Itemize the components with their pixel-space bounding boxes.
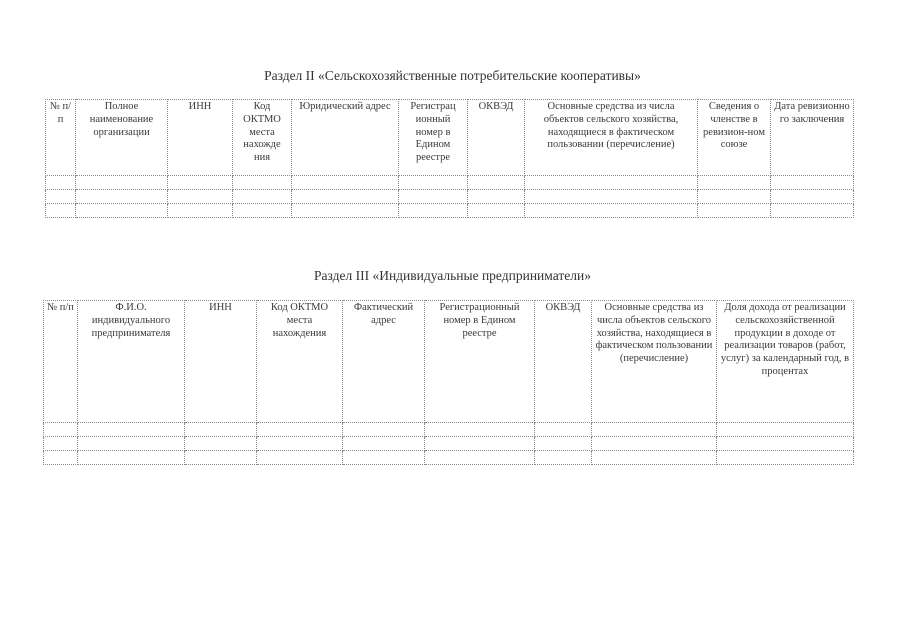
empty-cell <box>425 437 535 451</box>
empty-cell <box>717 423 854 437</box>
column-header-inn: ИНН <box>185 301 257 423</box>
empty-cell <box>698 204 771 218</box>
table-row <box>46 190 854 204</box>
empty-cell <box>343 437 425 451</box>
entrepreneurs-table <box>43 300 854 465</box>
column-header-audit-union: Сведения о членстве в ревизион-ном союзе <box>698 100 771 176</box>
empty-cell <box>46 204 76 218</box>
table-row <box>44 451 854 465</box>
empty-cell <box>717 451 854 465</box>
empty-cell <box>44 451 78 465</box>
column-header-inn: ИНН <box>168 100 233 176</box>
table-row <box>46 204 854 218</box>
column-header-fixed-assets: Основные средства из числа объектов сельского хозяйства, находящиеся в фактическом пользовании (перечисление) <box>592 301 717 423</box>
empty-cell <box>257 437 343 451</box>
empty-cell <box>535 451 592 465</box>
empty-cell <box>425 423 535 437</box>
column-header-number: № п/п <box>44 301 78 423</box>
empty-cell <box>78 437 185 451</box>
empty-cell <box>468 190 525 204</box>
empty-cell <box>76 176 168 190</box>
empty-cell <box>343 423 425 437</box>
section-3-title: Раздел III «Индивидуальные предприниматели» <box>314 268 591 283</box>
empty-cell <box>425 451 535 465</box>
empty-cell <box>698 190 771 204</box>
empty-cell <box>46 190 76 204</box>
empty-cell <box>46 176 76 190</box>
empty-cell <box>535 437 592 451</box>
empty-cell <box>771 176 854 190</box>
empty-cell <box>698 176 771 190</box>
column-header-audit-date: Дата ревизионно го заключения <box>771 100 854 176</box>
empty-cell <box>168 176 233 190</box>
empty-cell <box>399 190 468 204</box>
empty-cell <box>535 423 592 437</box>
column-header-okved: ОКВЭД <box>535 301 592 423</box>
empty-cell <box>168 204 233 218</box>
table-header-row <box>44 301 854 423</box>
table-row <box>46 176 854 190</box>
column-header-legal-address: Юридический адрес <box>292 100 399 176</box>
column-header-full-name: Ф.И.О. индивидуального предпринимателя <box>78 301 185 423</box>
empty-cell <box>185 437 257 451</box>
empty-cell <box>468 204 525 218</box>
column-header-fixed-assets: Основные средства из числа объектов сельского хозяйства, находящиеся в фактическом пользовании (перечисление) <box>525 100 698 176</box>
empty-cell <box>592 451 717 465</box>
cooperatives-table <box>45 99 854 218</box>
empty-cell <box>44 423 78 437</box>
empty-cell <box>399 204 468 218</box>
empty-cell <box>257 423 343 437</box>
empty-cell <box>168 190 233 204</box>
section-2-title: Раздел II «Сельскохозяйственные потребительские кооперативы» <box>264 68 641 83</box>
column-header-number: № п/ п <box>46 100 76 176</box>
empty-cell <box>592 423 717 437</box>
empty-cell <box>468 176 525 190</box>
column-header-income-share: Доля дохода от реализации сельскохозяйственной продукции в доходе от реализации товаров (работ, услуг) за календарный год, в процентах <box>717 301 854 423</box>
column-header-registration-number: Регистрационный номер в Едином реестре <box>425 301 535 423</box>
table-row <box>44 423 854 437</box>
empty-cell <box>257 451 343 465</box>
empty-cell <box>44 437 78 451</box>
empty-cell <box>592 437 717 451</box>
empty-cell <box>76 204 168 218</box>
column-header-actual-address: Фактический адрес <box>343 301 425 423</box>
empty-cell <box>292 204 399 218</box>
empty-cell <box>78 451 185 465</box>
empty-cell <box>343 451 425 465</box>
column-header-organization-name: Полное наименование организации <box>76 100 168 176</box>
empty-cell <box>771 190 854 204</box>
empty-cell <box>233 190 292 204</box>
empty-cell <box>717 437 854 451</box>
empty-cell <box>525 176 698 190</box>
column-header-okved: ОКВЭД <box>468 100 525 176</box>
empty-cell <box>771 204 854 218</box>
column-header-registration-number: Регистрац ионный номер в Едином реестре <box>399 100 468 176</box>
column-header-oktmo: Код ОКТМО места нахожде ния <box>233 100 292 176</box>
empty-cell <box>525 190 698 204</box>
empty-cell <box>185 423 257 437</box>
empty-cell <box>233 176 292 190</box>
empty-cell <box>525 204 698 218</box>
table-row <box>44 437 854 451</box>
column-header-oktmo: Код ОКТМО места нахождения <box>257 301 343 423</box>
empty-cell <box>76 190 168 204</box>
empty-cell <box>185 451 257 465</box>
table-header-row <box>46 100 854 176</box>
empty-cell <box>399 176 468 190</box>
empty-cell <box>78 423 185 437</box>
empty-cell <box>292 190 399 204</box>
empty-cell <box>233 204 292 218</box>
empty-cell <box>292 176 399 190</box>
